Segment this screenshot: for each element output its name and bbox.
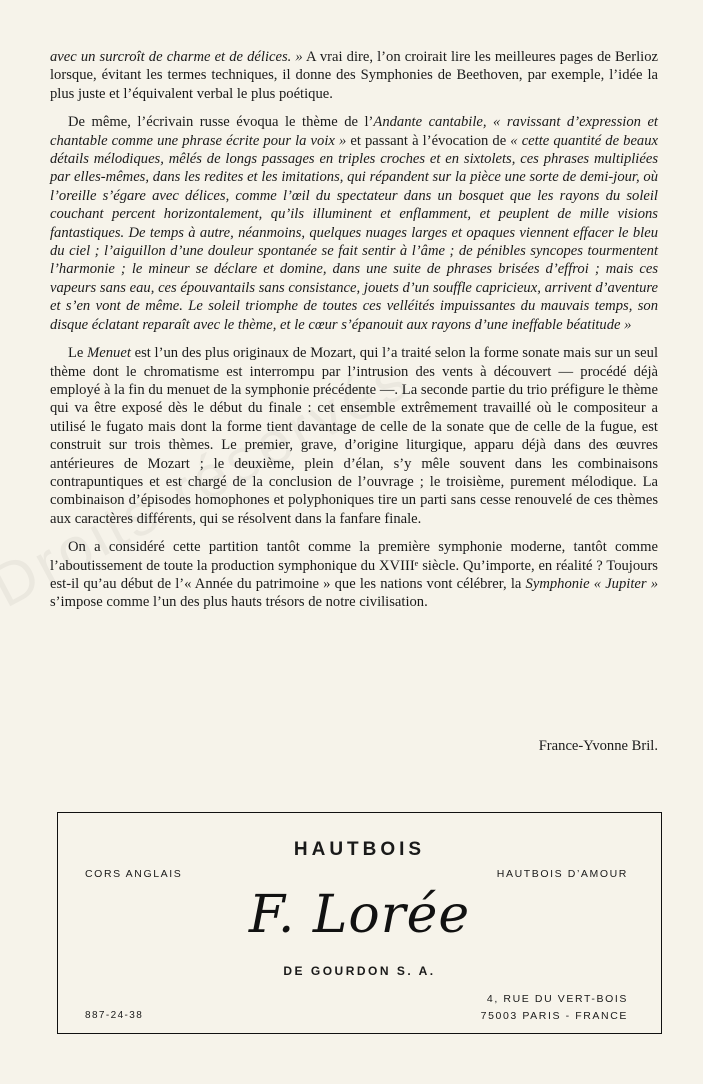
text-run: est l’un des plus originaux de Mozart, qui l’a traité selon la forme sonate mais sur un seul thème dont le chromatisme est interrompu par l’intrusion des vents à découvert — procédé déjà employé à la fin du menuet de la symphonie précédente —. La seconde partie du trio préfigure le thème qui va être exposé dès le début du finale : cet ensemble extrêmement travaillé où le compositeur a utilisé le fugato mais dont la forme tient davantage de celle de la sonate que de celle de la fugue, est construit sur trois thèmes. Le premier, grave, d’origine liturgique, apparu déjà dans des œuvres antérieures de Mozart ; le deuxième, plein d’élan, s’y mêle souvent dans les combinaisons contrapuntiques et est chargé de la conclusion de l’ouvrage ; le troisième, purement mélodique. La combinaison d’épisodes homophones et polyphoniques tire un parti sans cesse renouvelé de ces thèmes aux caractères différents, qui se résolvent dans la fanfare finale. [50,345,658,527]
ad-brand: HAUTBOIS [293,839,426,860]
text-run: Symphonie « Jupiter » [525,575,658,592]
ad-left-label: CORS ANGLAIS [85,868,183,880]
text-run: avec un surcroît de charme et de délices. » [50,49,303,65]
text-run: et passant à l’évocation de [346,132,511,149]
text-run: On a considéré cette partition tantôt comme la première symphonie moderne, tantôt comme l’aboutissement de toute la production symphonique du XVIIIᵉ siècle. Qu’importe, en réalité ? Toujours est-il qu’au début de l’« Année du patrimoine » que les nations vont célébrer, la [50,539,658,592]
ad-address-line1: 4, RUE DU VERT-BOIS [486,993,628,1005]
ad-right-label: HAUTBOIS D’AMOUR [496,868,628,880]
text-run: Menuet [87,345,131,362]
text-run: s’impose comme l’un des plus hauts trésors de notre civilisation. [50,594,428,611]
article-body [50,48,658,622]
text-run: A vrai dire, l’on croirait lire les meilleures pages de Berlioz lorsque, évitant les termes techniques, il donne des Symphonies de Beethoven, par exemple, l’idée la plus juste et l’équivalent verbal le plus poétique. [50,49,658,102]
paragraph-1 [50,48,658,103]
text-run: De même, l’écrivain russe évoqua le thème de l’ [68,114,374,131]
ad-logo: F. Lorée [248,885,471,945]
ad-address-line2: 75003 PARIS - FRANCE [480,1010,628,1022]
paragraph-4 [50,538,658,612]
author-signature: France-Yvonne Bril. [538,738,658,754]
paragraph-2 [50,113,658,334]
advertisement [57,812,662,1034]
paragraph-3 [50,344,658,528]
text-run: Le [68,345,88,362]
ad-company: DE GOURDON S. A. [283,964,436,978]
text-run: « cette quantité de beaux détails mélodiques, mêlés de longs passages en triples croches et en sixtolets, ces phrases multipliées par elles-mêmes, dans les redites et les imitations, qui répandent sur la pièce une sorte de demi-jour, où l’oreille s’égare avec délices, comme l’œil du spectateur dans un bosquet que les rayons du soleil couchant percent horizontalement, qu’ils illuminent et enflamment, et peuplent de mille visions fantastiques. De temps à autre, néanmoins, quelques nuages larges et opaques viennent effacer le bleu du ciel ; l’aiguillon d’une douleur spontanée se fait sentir à l’âme ; de pénibles syncopes tourmentent l’harmonie ; le mineur se déclare et domine, dans une suite de phrases brisées d’effroi ; mais ces vapeurs sans eau, ces épouvantails sans consistance, jouets d’un souffle capricieux, arrivent d’aventure et s’en vont de même. Le soleil triomphe de toutes ces velléités impuissantes du mauvais temps, son disque éclatant reparaît avec le thème, et le cœur s’épanouit aux rayons d’une ineffable béatitude » [50,132,659,333]
text-run: Andante cantabile, « ravissant d’expression et chantable comme une phrase écrite pour la voix » [50,114,658,149]
ad-phone: 887-24-38 [85,1010,144,1021]
